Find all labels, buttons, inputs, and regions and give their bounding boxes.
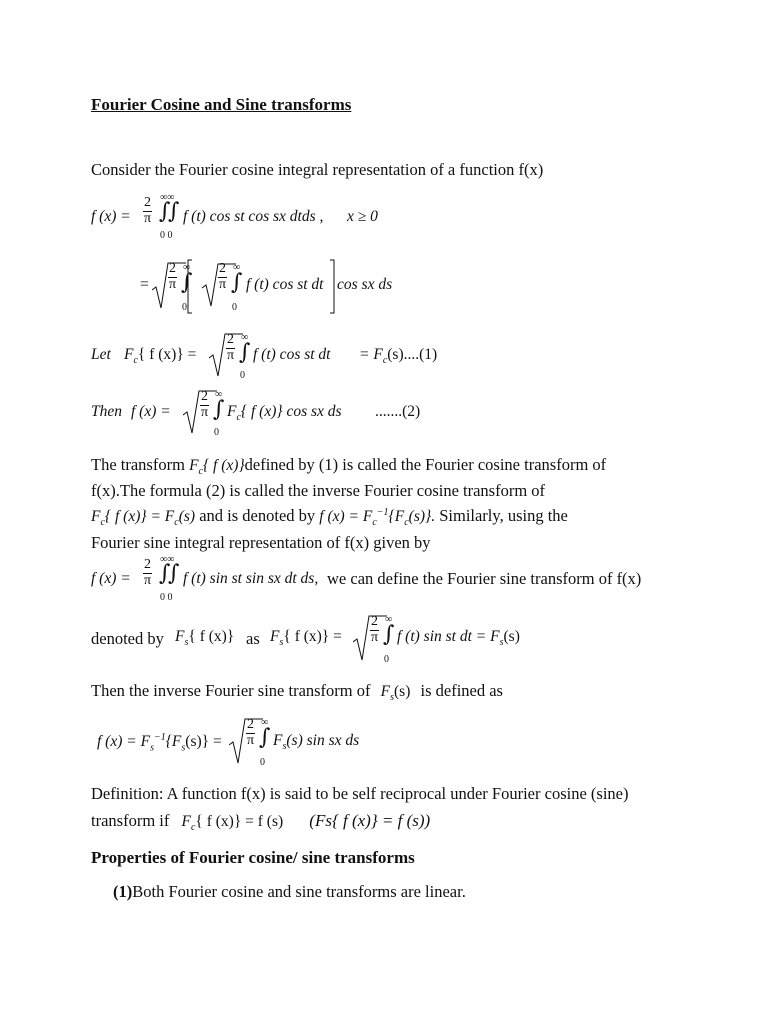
eq7-mid-sub: s: [181, 742, 186, 754]
eq6-coef: [370, 615, 379, 645]
eq3-upper: ∞: [241, 332, 249, 343]
eq5-integrand: f (t) sin st sin sx dt ds,: [183, 570, 319, 587]
eq5-coef-num: 2: [144, 557, 151, 572]
eq3-prefix: Let: [91, 346, 111, 363]
eq3-result: [359, 346, 437, 366]
eq7-integral: ∫: [259, 725, 271, 750]
eq1-coefficient: [143, 196, 152, 226]
properties-heading: Properties of Fourier cosine/ sine transforms: [91, 848, 415, 867]
definition-line1: Definition: A function f(x) is said to be self reciprocal under Fourier cosine (sine): [91, 784, 629, 803]
eq3-lhs-sub: c: [133, 355, 138, 367]
eq4-integral: ∫: [213, 397, 225, 422]
eq6-math2: [270, 628, 342, 648]
para2-text-a: Then the inverse Fourier sine transform of: [91, 681, 371, 700]
eq4-lhs: f (x) =: [131, 403, 171, 420]
eq2-equals: =: [140, 276, 149, 293]
eq7-integrand-tail: (s) sin sx ds: [286, 732, 360, 749]
eq4-coef-num: 2: [201, 389, 208, 404]
eq4-coef: [200, 390, 209, 420]
eq6-m2-f: F: [270, 628, 280, 645]
eq2-lower-2: 0: [232, 302, 237, 313]
para1-l3-inv-sup: −1: [376, 506, 389, 518]
eq6-m1-f: F: [175, 628, 185, 645]
eq6-upper: ∞: [385, 614, 393, 625]
equation-sine-transform: [91, 612, 591, 667]
eq1-integral-sign-1: ∫: [159, 199, 171, 224]
equation-inverse-cosine: [91, 387, 491, 437]
eq6-integrand-text: f (t) sin st dt = F: [397, 628, 500, 645]
eq7-coef-num: 2: [247, 717, 254, 732]
eq7-integrand-f: F: [273, 732, 283, 749]
eq4-coef-den: π: [200, 404, 209, 420]
eq6-m1-sub: s: [184, 637, 189, 649]
para2-tail: (s): [394, 683, 411, 700]
para2-text-b: is defined as: [420, 681, 503, 700]
property-1-number: (1): [113, 882, 133, 901]
eq5-text: we can define the Fourier sine transform of f(x): [327, 569, 642, 588]
eq3-integrand: f (t) cos st dt: [253, 346, 331, 363]
eq6-integral: ∫: [383, 622, 395, 647]
eq4-lower: 0: [214, 427, 219, 438]
page-title: Fourier Cosine and Sine transforms: [91, 95, 352, 114]
para1-l1-text-b: defined by (1) is called the Fourier cosine transform of: [244, 455, 607, 474]
para1-l1-math: [189, 457, 245, 478]
eq5-coefficient: [143, 558, 152, 588]
para1-l3-arg: { f (x)} = F: [104, 508, 175, 525]
eq3-lower: 0: [240, 370, 245, 381]
eq1-lower-limits: 0 0: [160, 230, 173, 241]
eq3-result-f: = F: [359, 346, 383, 363]
eq2-coef-1-den: π: [168, 276, 177, 292]
para1-l3-sub2: c: [174, 517, 179, 529]
eq3-integral: ∫: [239, 340, 251, 365]
eq5-lhs: f (x) =: [91, 570, 131, 587]
eq3-coef: [226, 333, 235, 363]
para2: [91, 681, 503, 703]
eq2-outer: cos sx ds: [337, 276, 393, 293]
eq2-upper-2: ∞: [233, 262, 241, 273]
eq2-coef-2-num: 2: [219, 261, 226, 276]
definition-m1-tail: { f (x)} = f (s): [195, 813, 284, 830]
para1-l3-inv-tail: (s)}.: [408, 508, 436, 525]
para1-l3-math2: [319, 506, 436, 529]
para1-l3-tail: (s): [178, 508, 196, 525]
eq3-coef-num: 2: [227, 332, 234, 347]
eq4-integrand-tail: { f (x)} cos sx ds: [240, 403, 342, 420]
para2-math: [380, 683, 411, 704]
eq3-lhs-arg: { f (x)} =: [137, 346, 197, 363]
eq1-lhs: f (x) =: [91, 208, 131, 225]
eq7-mid-tail: (s)} =: [185, 733, 222, 751]
para1-l3-text-b: Similarly, using the: [439, 506, 568, 525]
eq3-result-tail: (s)....(1): [387, 346, 438, 363]
definition-math2: (Fs{ f (x)} = f (s)): [309, 811, 431, 830]
para1-l3-math1: [91, 508, 196, 529]
definition-m1-sub: c: [190, 822, 196, 834]
eq6-res-tail: (s): [503, 628, 520, 645]
eq6-m1-tail: { f (x)}: [188, 628, 235, 645]
eq7-lower: 0: [260, 757, 265, 768]
eq5-upper-limits: ∞∞: [160, 554, 175, 565]
eq6-text: denoted by: [91, 629, 164, 648]
definition-line2: [91, 811, 430, 833]
para1-l3-sub: c: [100, 517, 105, 529]
para1-line1: [91, 455, 606, 477]
equation-cosine-split: [140, 258, 440, 318]
eq6-m2-tail: { f (x)} =: [283, 628, 342, 645]
eq4-prefix: Then: [91, 403, 122, 420]
para1-line4: [91, 533, 431, 553]
eq1-integrand: f (t) cos st cos sx dtds ,: [183, 208, 324, 225]
para2-sub: s: [390, 692, 395, 704]
eq6-lower: 0: [384, 654, 389, 665]
eq7-mid: {F: [165, 733, 182, 751]
para1-l3-f: F: [91, 508, 101, 525]
para1-l3-inv-sub: c: [372, 517, 377, 529]
definition-l2-text: transform if: [91, 811, 170, 830]
para1-l1-text-a: The transform: [91, 455, 185, 474]
para1-l3-inv-arg: {F: [388, 508, 405, 525]
eq5-coef-den: π: [143, 572, 152, 588]
eq7-coef-den: π: [246, 732, 255, 748]
definition-m1-f: F: [181, 813, 191, 830]
property-1-text: Both Fourier cosine and sine transforms are linear.: [132, 882, 466, 901]
para1-l4-text-b: f(x) given by: [344, 533, 431, 552]
property-item-1: [113, 882, 466, 902]
equation-cosine-transform: [91, 330, 491, 380]
eq7-lhs: [97, 732, 222, 753]
eq3-result-sub: c: [382, 355, 388, 367]
eq6-math1: [175, 628, 234, 648]
para1-line2: f(x).The formula (2) is called the inverse Fourier cosine transform of: [91, 481, 546, 500]
eq2-upper-1: ∞: [183, 262, 191, 273]
eq5-integral-sign-2: ∫: [168, 561, 180, 586]
definition-math1: [181, 813, 284, 834]
eq1-coef-den: π: [143, 210, 152, 226]
eq2-coef-2-den: π: [218, 276, 227, 292]
eq2-coef-1-num: 2: [169, 261, 176, 276]
eq4-integrand: [227, 403, 342, 423]
eq2-inner: f (t) cos st dt: [246, 276, 324, 293]
equation-sine-integral: [91, 554, 691, 607]
eq1-coef-num: 2: [144, 195, 151, 210]
intro-text: Consider the Fourier cosine integral representation of a function f(x): [91, 160, 544, 179]
eq2-bracket-right: [330, 260, 334, 313]
eq5-lower-limits: 0 0: [160, 592, 173, 603]
eq4-integrand-sub: c: [236, 412, 241, 424]
para1-l3-inv: f (x) = F: [319, 508, 373, 525]
eq2-integral-1: ∫: [181, 270, 193, 295]
para1-l1-arg: { f (x)}: [202, 457, 245, 474]
eq7-lhs-f: f (x) = F: [97, 733, 151, 751]
eq6-as: as: [246, 629, 260, 648]
eq4-label: .......(2): [375, 403, 421, 420]
eq3-coef-den: π: [226, 347, 235, 363]
eq6-m2-sub: s: [279, 637, 284, 649]
eq4-integrand-f: F: [227, 403, 237, 420]
para1-l1-f: F: [189, 457, 199, 474]
eq7-integrand: [273, 732, 359, 752]
eq2-lower-1: 0: [182, 302, 187, 313]
eq2-integral-2: ∫: [231, 270, 243, 295]
eq5-integral-sign-1: ∫: [159, 561, 171, 586]
eq2-coef-2: [218, 262, 227, 292]
eq7-lhs-sub: s: [150, 742, 154, 754]
para2-f: F: [380, 683, 391, 700]
eq7-integrand-sub: s: [282, 741, 287, 753]
eq1-upper-limits: ∞∞: [160, 192, 175, 203]
equation-cosine-integral: [91, 192, 511, 246]
eq6-integrand: [397, 628, 520, 648]
eq7-lhs-sup: −1: [153, 732, 166, 743]
eq6-coef-num: 2: [371, 614, 378, 629]
para1-l1-sub: c: [198, 466, 203, 478]
para1-line3: [91, 506, 568, 528]
eq6-coef-den: π: [370, 629, 379, 645]
eq4-upper: ∞: [215, 389, 223, 400]
para1-l3-text-a: and is denoted by: [199, 506, 316, 525]
eq2-coef-1: [168, 262, 177, 292]
equation-inverse-sine: [97, 715, 417, 770]
eq7-upper: ∞: [261, 717, 269, 728]
eq1-condition: x ≥ 0: [347, 208, 378, 225]
eq6-res-sub: s: [499, 637, 504, 649]
eq7-coef: [246, 718, 255, 748]
para1-l4-text-a: Fourier sine integral representation of: [91, 533, 341, 552]
eq3-lhs: [124, 346, 196, 366]
para1-l3-inv-sub2: c: [404, 517, 409, 529]
eq3-lhs-f: F: [124, 346, 134, 363]
eq1-integral-sign-2: ∫: [168, 199, 180, 224]
